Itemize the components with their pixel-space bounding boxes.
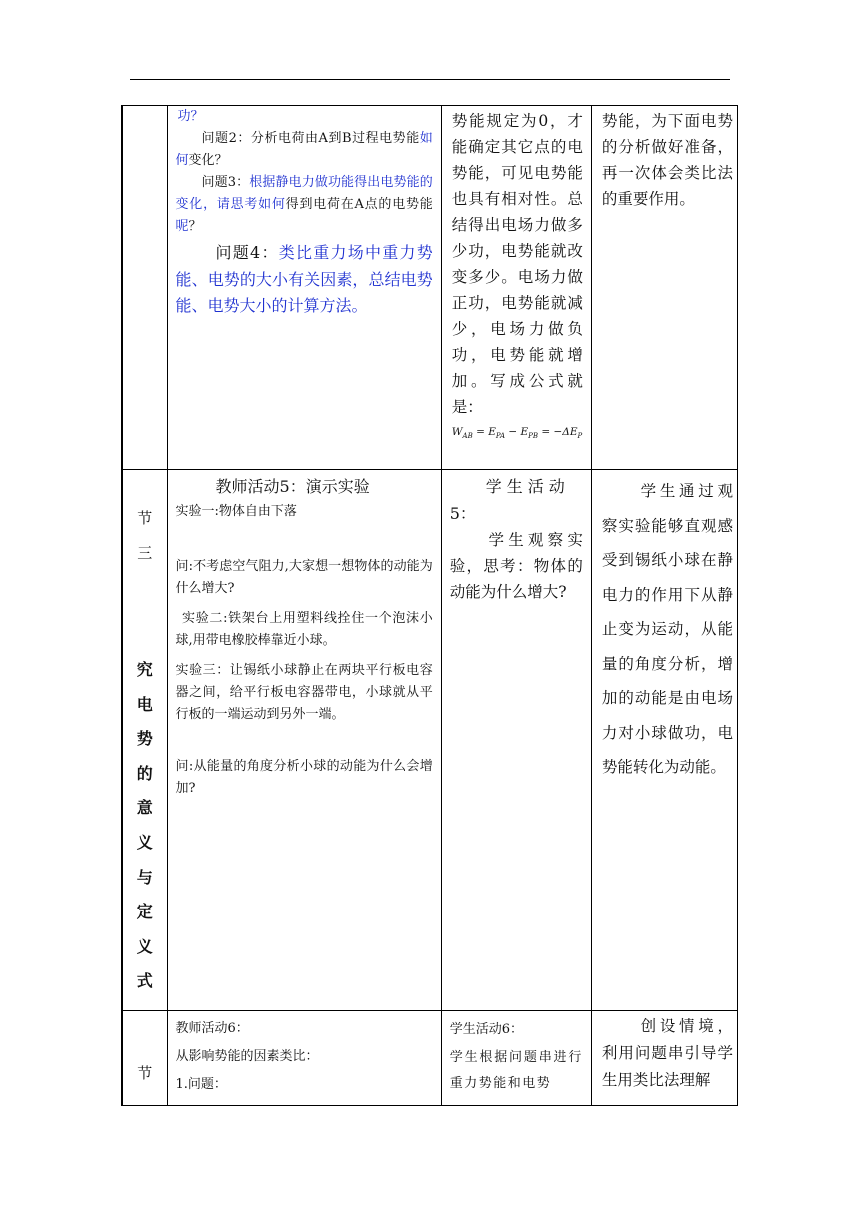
question-3: 问题3：根据静电力做功能得出电势能的变化，请思考如何得到电荷在A点的电势能呢？ xyxy=(175,175,433,234)
teacher-activity-cell xyxy=(167,106,441,470)
activity-title: 教师活动6： xyxy=(175,1021,249,1036)
activity-title: 学生活动6： xyxy=(449,1022,524,1037)
stage-title: 究 电 势 的 意 义 与 定 义 式 xyxy=(136,660,153,991)
experiment-3: 实验三：让锡纸小球静止在两块平行板电容器之间，给平行板电容器带电，小球就从平行板的一端运动到另外一端。 xyxy=(175,662,433,722)
student-activity-cell xyxy=(441,1011,591,1106)
text-line: 从影响势能的因素类比： xyxy=(175,1049,319,1064)
teacher-activity-cell xyxy=(167,470,441,1011)
text-line: 1.问题： xyxy=(175,1077,227,1092)
stage-cell xyxy=(122,470,167,1011)
formula: $W_{AB} = E_{PA} - E_{PB} = -\Delta E_P$ xyxy=(451,426,583,441)
table-row xyxy=(122,1011,738,1106)
activity-title: 教师活动5：演示实验 xyxy=(215,477,370,496)
text-block: 学生根据问题串进行重力势能和电势 xyxy=(449,1050,583,1091)
teacher-activity-cell xyxy=(167,1011,441,1106)
table-row xyxy=(122,470,738,1011)
stage-char: 节 xyxy=(137,1064,153,1082)
student-activity-cell xyxy=(441,470,591,1011)
text-block: 势能规定为0，才能确定其它点的电势能，可见电势能也具有相对性。总结得出电场力做多少功，电势能就改变多少。电场力做正功，电势能就减少，电场力做负功，电势能就增加。写成公式就是： xyxy=(451,112,583,416)
experiment-1: 实验一:物体自由下落 xyxy=(175,503,297,519)
design-intent-cell xyxy=(591,470,737,1011)
header-rule xyxy=(130,79,730,80)
activity-title: 学生活动 xyxy=(485,477,570,496)
activity-title-number: 5： xyxy=(449,503,476,523)
lesson-plan-table xyxy=(121,105,738,1106)
table-row xyxy=(122,106,738,470)
experiment-2: 实验二:铁架台上用塑料线拴住一个泡沫小球,用带电橡胶棒靠近小球。 xyxy=(175,610,433,648)
text-block: 学生通过观察实验能够直观感受到锡纸小球在静电力的作用下从静止变为运动，从能量的角度分析，增加的动能是由电场力对小球做功，电势能转化为动能。 xyxy=(601,482,733,776)
stage-cell xyxy=(122,1011,167,1106)
design-intent-cell xyxy=(591,1011,737,1106)
stage-char: 三 xyxy=(137,544,153,562)
text-line: 功？ xyxy=(177,109,204,124)
stage-char: 节 xyxy=(137,509,153,527)
student-activity-cell xyxy=(441,106,591,470)
text-block: 学生观察实验，思考：物体的动能为什么增大? xyxy=(449,531,583,601)
text-block: 创设情境，利用问题串引导学生用类比法理解 xyxy=(601,1017,733,1089)
design-intent-cell xyxy=(591,106,737,470)
question-2: 问题2：分析电荷由A到B过程电势能如何变化？ xyxy=(175,131,433,168)
question-4: 问题4：类比重力场中重力势能、电势的大小有关因素，总结电势能、电势大小的计算方法。 xyxy=(175,243,433,315)
text-block: 势能，为下面电势的分析做好准备，再一次体会类比法的重要作用。 xyxy=(601,112,733,208)
question-1: 问:不考虑空气阻力,大家想一想物体的动能为什么增大? xyxy=(175,558,433,596)
question-2: 问:从能量的角度分析小球的动能为什么会增加? xyxy=(175,758,433,796)
stage-cell xyxy=(122,106,167,470)
